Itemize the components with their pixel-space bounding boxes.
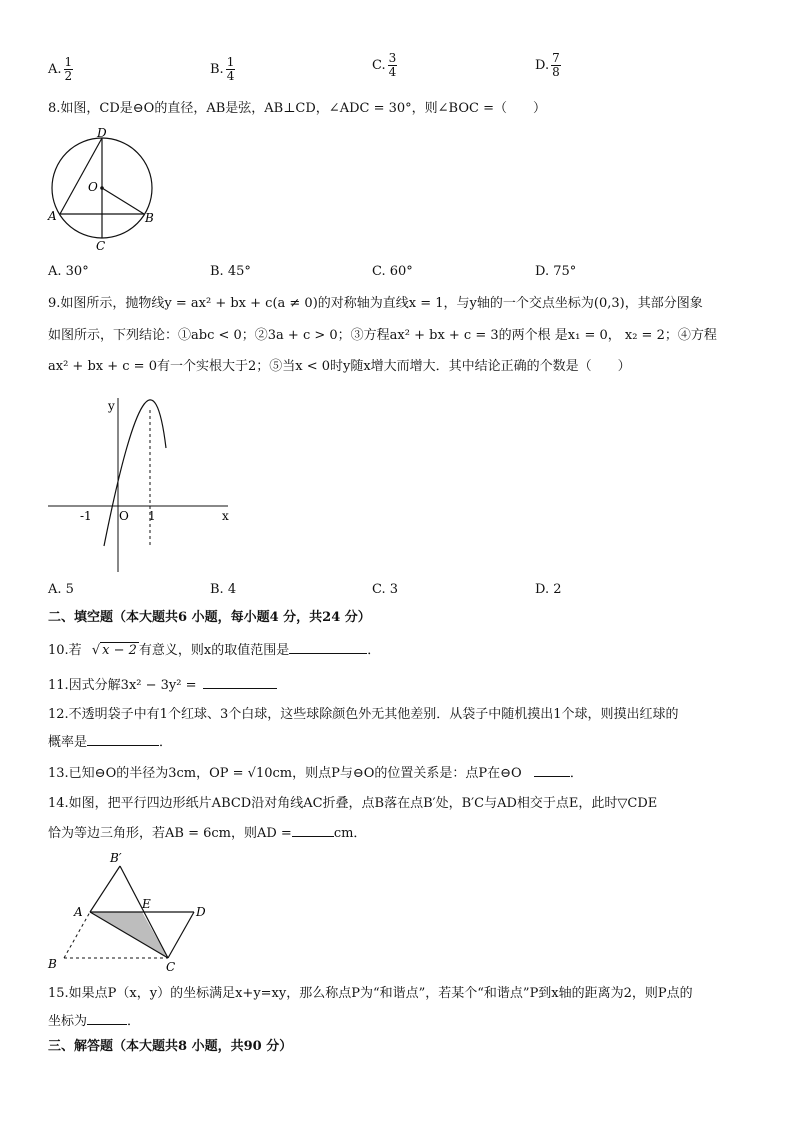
q7-option-c: C. $\frac{3}{4}$ [372, 51, 397, 79]
q11-answer-blank[interactable] [203, 676, 277, 689]
q8-label-b: B [145, 211, 154, 225]
q9-label-x: x [222, 509, 229, 523]
q14-label-e: E [142, 897, 151, 911]
q9-label-y: y [108, 399, 115, 413]
q8-option-c: C. 60° [372, 264, 413, 279]
q14-label-d: D [196, 905, 206, 919]
q8-option-b: B. 45° [210, 264, 251, 279]
q14-line-2: 恰为等边三角形，若AB = 6cm，则AD = cm． [48, 826, 367, 841]
q13: 13.已知⊖O的半径为3cm，OP = √10cm，则点P与⊖O的位置关系是：点P在⊖O ． [48, 766, 583, 781]
q8-label-c: C [96, 239, 106, 253]
q8-label-o: O [88, 180, 98, 194]
q13-answer-blank[interactable] [534, 764, 570, 777]
q14-label-bprime: B′ [110, 851, 122, 865]
q14-label-a: A [74, 905, 83, 919]
q11: 11.因式分解3x² − 3y² = [48, 676, 277, 695]
q14-answer-blank[interactable] [292, 824, 334, 837]
q7-option-b: B. $\frac{1}{4}$ [210, 55, 235, 83]
q14-label-b: B [48, 957, 57, 971]
q9-label-one: 1 [148, 509, 156, 523]
q8-label-a: A [48, 209, 57, 223]
q12-answer-blank[interactable] [87, 733, 159, 746]
q14-label-c: C [166, 960, 176, 974]
q7-option-a: A. $\frac{1}{2}$ [48, 55, 73, 83]
q15-answer-blank[interactable] [87, 1012, 127, 1025]
q12-line-2: 概率是 ． [48, 735, 173, 750]
q9-label-origin: O [119, 509, 129, 523]
q8-circle-figure [44, 126, 164, 254]
q8-stem: 8.如图，CD是⊖O的直径，AB是弦，AB⊥CD，∠ADC = 30°，则∠BOC =（ ） [48, 101, 546, 116]
q8-option-a: A. 30° [48, 264, 89, 279]
q15-line-2: 坐标为 ． [48, 1014, 141, 1029]
q9-option-a: A. 5 [48, 582, 74, 597]
q14-parallelogram-figure [44, 850, 224, 976]
q9-option-c: C. 3 [372, 582, 399, 597]
section-2-heading: 二、填空题（本大题共6 小题，每小题4 分，共24 分） [48, 610, 371, 625]
q12-line-1: 12.不透明袋子中有1个红球、3个白球，这些球除颜色外无其他差别．从袋子中随机摸出1个球，则摸出红球的 [48, 707, 679, 722]
q15-line-1: 15.如果点P（x，y）的坐标满足x+y=xy，那么称点P为“和谐点”，若某个“和谐点”P到x轴的距离为2，则P点的 [48, 986, 693, 1001]
q9-line-2: 如图所示，下列结论：①abc < 0；②3a + c > 0；③方程ax² + bx + c = 3的两个根 是x₁ = 0， x₂ = 2；④方程 [48, 328, 717, 343]
q8-option-d: D. 75° [535, 264, 577, 279]
q9-line-1: 9.如图所示，抛物线y = ax² + bx + c(a ≠ 0)的对称轴为直线x = 1，与y轴的一个交点坐标为(0,3)，其部分图象 [48, 296, 703, 311]
q7-option-d: D. $\frac{7}{8}$ [535, 51, 560, 79]
q14-line-1: 14.如图，把平行四边形纸片ABCD沿对角线AC折叠，点B落在点B′处，B′C与AD相交于点E，此时▽CDE [48, 796, 658, 811]
q9-label-neg1: -1 [80, 509, 92, 523]
section-3-heading: 三、解答题（本大题共8 小题，共90 分） [48, 1039, 293, 1054]
q10-answer-blank[interactable] [289, 641, 367, 654]
q9-line-3: ax² + bx + c = 0有一个实根大于2；⑤当x < 0时y随x增大而增大．其中结论正确的个数是（ ） [48, 359, 631, 374]
q9-option-d: D. 2 [535, 582, 562, 597]
q8-label-d: D [97, 126, 107, 140]
q10: 10.若 √ x − 2 有意义，则x的取值范围是 ． [48, 643, 381, 658]
q9-option-b: B. 4 [210, 582, 237, 597]
q9-parabola-graph [44, 390, 244, 576]
